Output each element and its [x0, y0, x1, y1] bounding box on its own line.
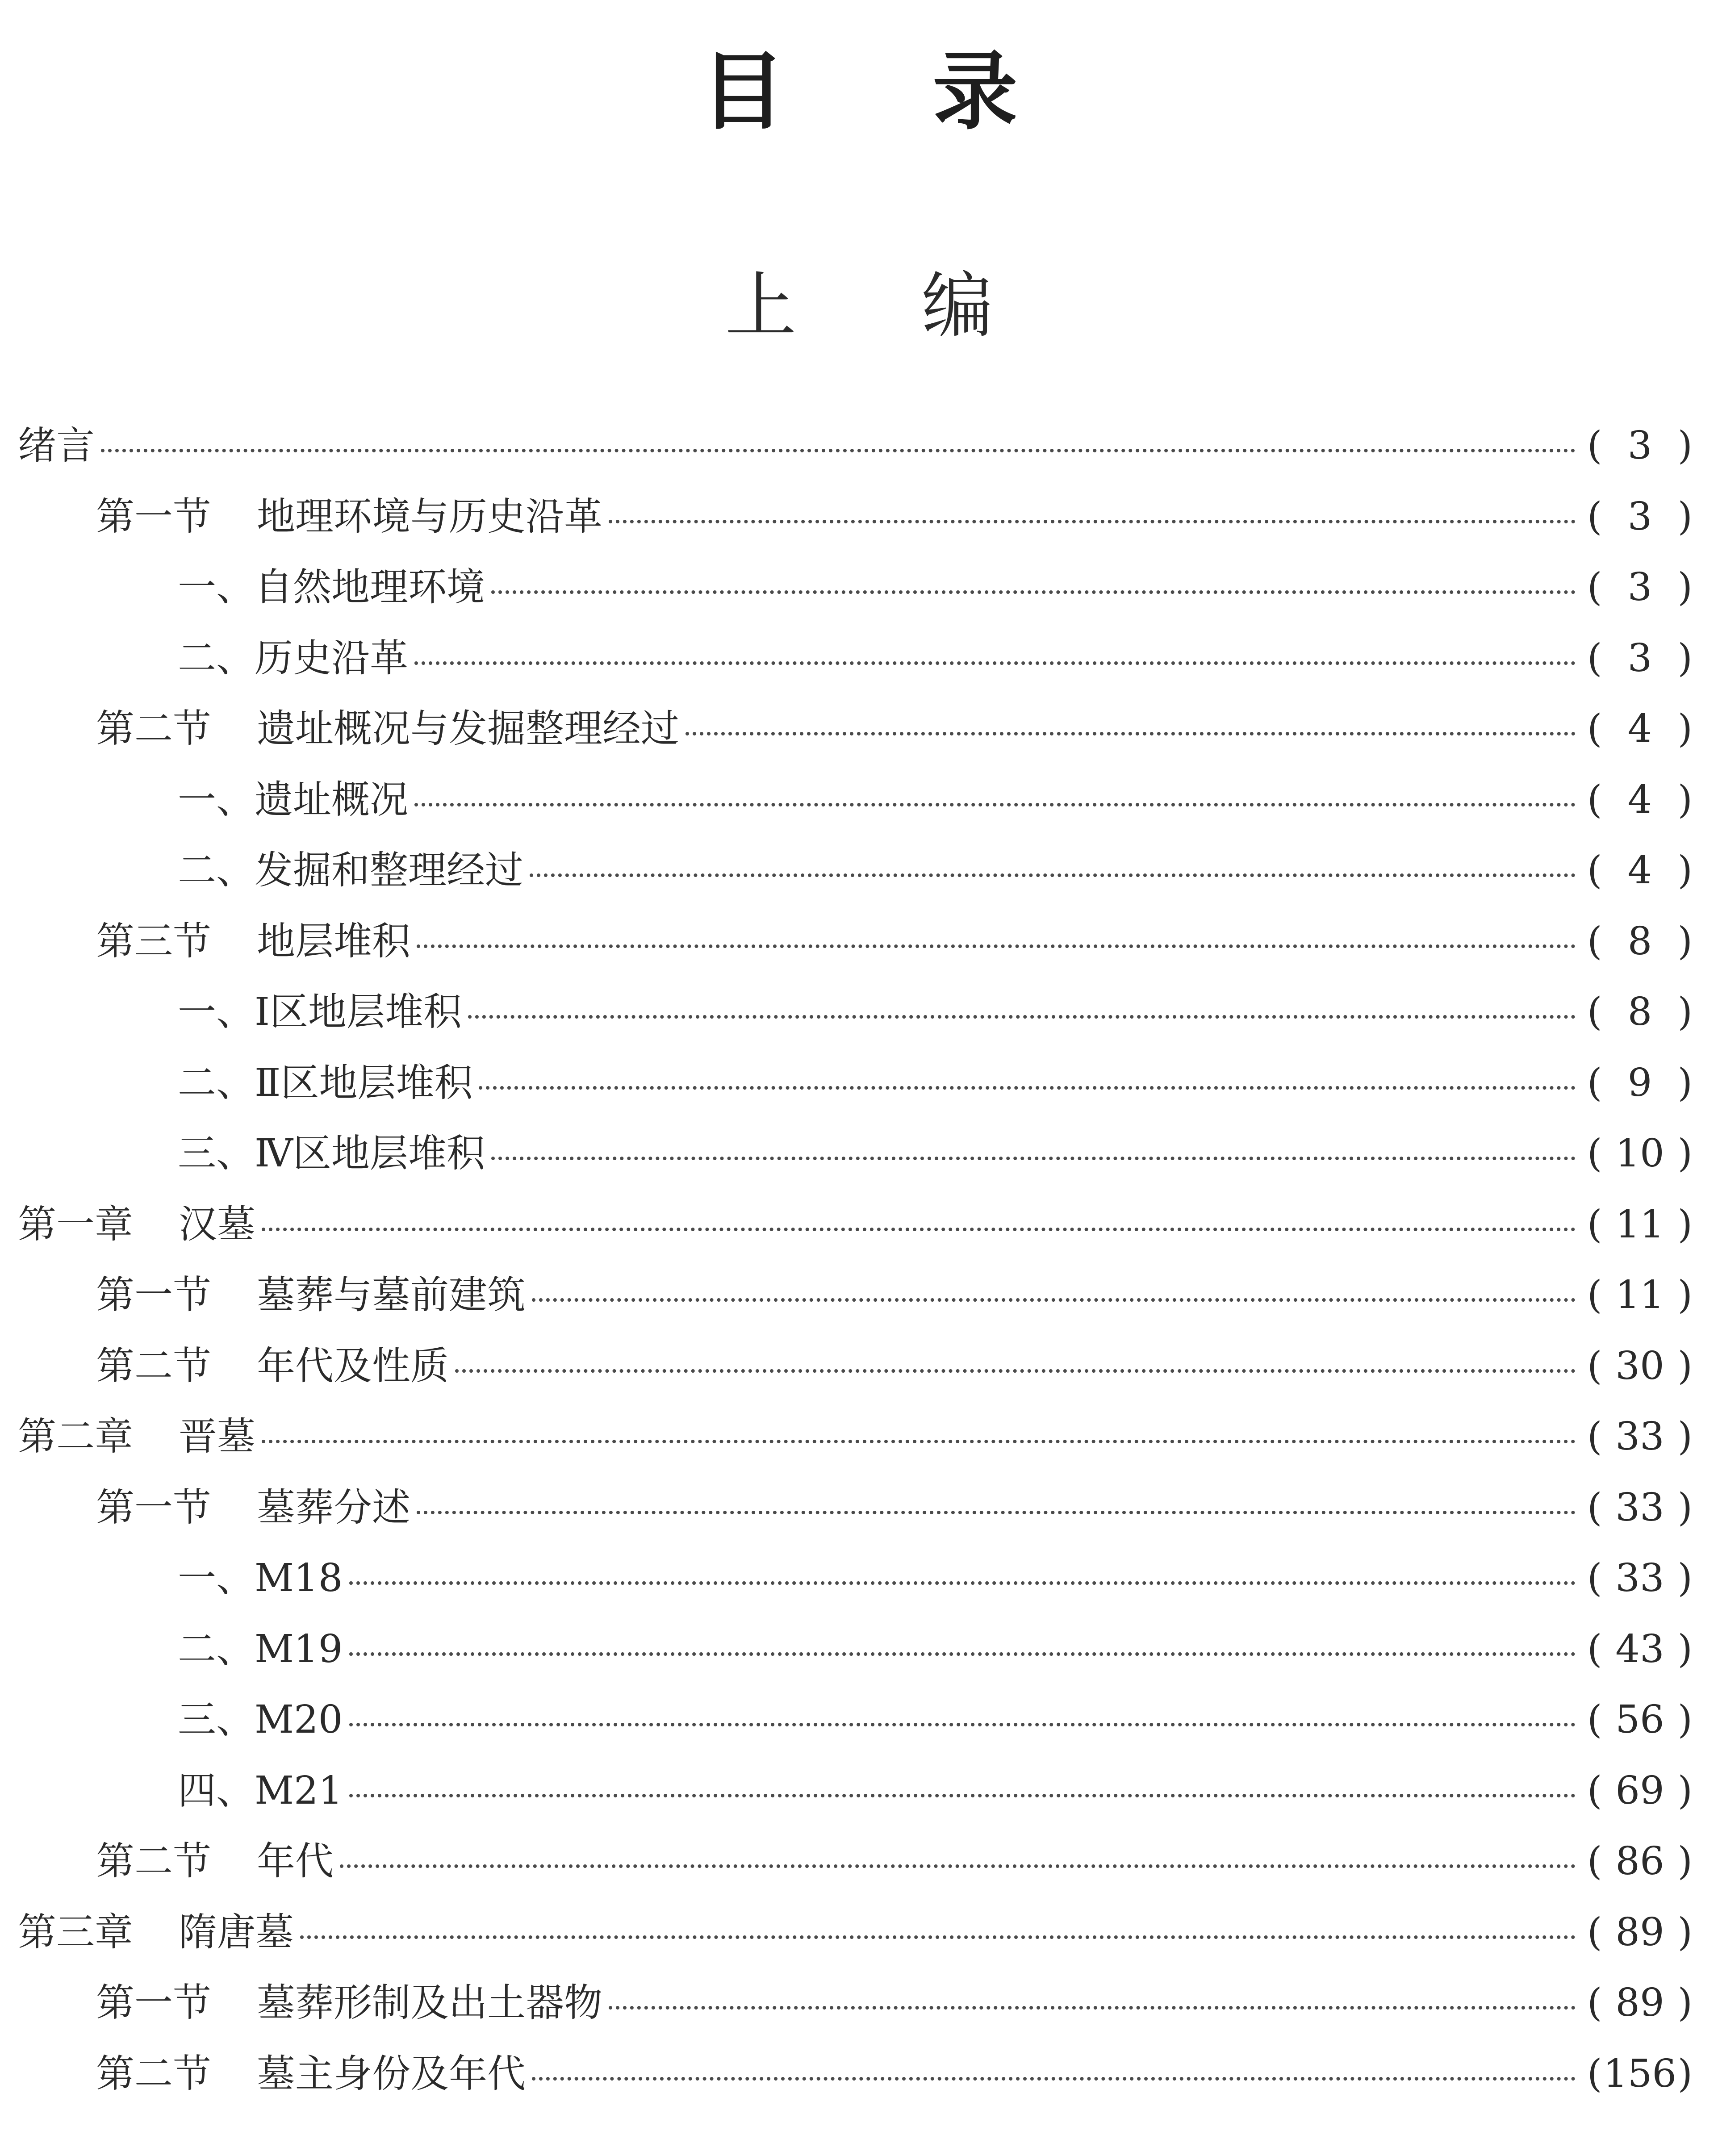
page-number-value: 30 [1615, 1343, 1664, 1388]
close-paren: ) [1677, 565, 1693, 610]
page-title [0, 42, 1718, 141]
toc-entry-title: 汉墓 [179, 1202, 255, 1247]
dot-leader [468, 1015, 1576, 1019]
page-number-value: 43 [1615, 1626, 1664, 1671]
toc-entry[interactable] [18, 1626, 1693, 1701]
toc-entry-number: 第二节 [96, 706, 211, 751]
toc-entry[interactable] [18, 919, 1693, 993]
toc-entry[interactable] [18, 565, 1693, 639]
open-paren: ( [1587, 1060, 1602, 1105]
open-paren: ( [1587, 777, 1602, 822]
toc-entry-page-number [1587, 1343, 1693, 1388]
toc-entry-title: 晋墓 [179, 1414, 255, 1459]
dot-leader [491, 1157, 1576, 1160]
part-title-char: 上 [725, 264, 922, 347]
toc-entry-page-number [1587, 1060, 1693, 1105]
toc-entry[interactable] [18, 1414, 1693, 1488]
page-number-value: 8 [1627, 919, 1652, 964]
toc-entry-title: 墓葬与墓前建筑 [257, 1273, 526, 1317]
toc-entry-number: 第一章 [18, 1202, 133, 1247]
toc-entry[interactable] [18, 1485, 1693, 1559]
open-paren: ( [1587, 848, 1602, 893]
toc-entry[interactable] [18, 2051, 1693, 2126]
toc-entry[interactable] [18, 706, 1693, 781]
close-paren: ) [1677, 2051, 1693, 2096]
toc-entry-label [18, 1909, 294, 1955]
page-number-value: 69 [1615, 1768, 1664, 1813]
toc-entry-label [96, 1273, 526, 1317]
toc-entry-page-number [1587, 1981, 1693, 2025]
toc-entry-label [96, 1839, 334, 1884]
toc-entry[interactable] [18, 1060, 1693, 1135]
page-number-value: 8 [1627, 990, 1652, 1034]
close-paren: ) [1677, 777, 1693, 822]
open-paren: ( [1587, 1414, 1602, 1459]
toc-entry[interactable] [18, 1202, 1693, 1276]
dot-leader [686, 732, 1576, 735]
toc-entry-page-number [1587, 1485, 1693, 1530]
page-number-value: 86 [1615, 1839, 1664, 1884]
toc-entry-title: 遗址概况 [255, 777, 408, 822]
toc-entry-title: M19 [255, 1626, 343, 1671]
page-number-value: 4 [1627, 777, 1652, 822]
toc-entry-number: 第一节 [96, 1273, 211, 1317]
toc-entry-number: 三、 [178, 1131, 255, 1176]
page-title-char: 目 [700, 42, 933, 141]
page-number-value: 89 [1615, 1909, 1664, 1955]
open-paren: ( [1587, 1202, 1602, 1247]
toc-entry-label [18, 1202, 255, 1247]
toc-entry[interactable] [18, 1556, 1693, 1630]
close-paren: ) [1677, 1273, 1693, 1317]
toc-entry-title: 历史沿革 [255, 635, 408, 681]
close-paren: ) [1677, 1768, 1693, 1813]
toc-entry-label [96, 494, 602, 539]
toc-entry-label [178, 1768, 343, 1813]
toc-entry-label [96, 1485, 410, 1530]
close-paren: ) [1677, 1909, 1693, 1955]
toc-entry-label [178, 990, 462, 1034]
toc-entry[interactable] [18, 1909, 1693, 1984]
open-paren: ( [1587, 1131, 1602, 1176]
close-paren: ) [1677, 494, 1693, 539]
dot-leader [349, 1794, 1576, 1797]
toc-entry-label [178, 1556, 343, 1600]
dot-leader [417, 1511, 1576, 1514]
close-paren: ) [1677, 1414, 1693, 1459]
toc-entry-page-number [1587, 1556, 1693, 1600]
toc-entry-title: 地理环境与历史沿革 [257, 494, 602, 539]
toc-entry-number: 一、 [178, 777, 255, 822]
open-paren: ( [1587, 1626, 1602, 1671]
dot-leader [609, 2006, 1576, 2010]
close-paren: ) [1677, 706, 1693, 751]
dot-leader [479, 1086, 1576, 1090]
open-paren: ( [1587, 990, 1602, 1034]
toc-entry-number: 第二节 [96, 2051, 211, 2096]
open-paren: ( [1587, 494, 1602, 539]
toc-entry-number: 第一节 [96, 1485, 211, 1530]
dot-leader [491, 590, 1576, 594]
close-paren: ) [1677, 1697, 1693, 1742]
toc-entry-number: 二、 [178, 1060, 255, 1105]
close-paren: ) [1677, 919, 1693, 964]
dot-leader [349, 1723, 1576, 1726]
toc-entry[interactable] [18, 1697, 1693, 1772]
close-paren: ) [1677, 1839, 1693, 1884]
table-of-contents [18, 423, 1693, 2125]
close-paren: ) [1677, 423, 1693, 468]
toc-entry[interactable] [18, 777, 1693, 852]
toc-entry-number: 一、 [178, 1556, 255, 1600]
page-number-value: 3 [1627, 565, 1652, 610]
toc-entry-label [178, 1626, 343, 1671]
page-number-value: 10 [1615, 1131, 1664, 1176]
close-paren: ) [1677, 1060, 1693, 1105]
page-number-value: 3 [1627, 494, 1652, 539]
toc-entry-number: 一、 [178, 990, 255, 1034]
toc-entry-title: 绪言 [18, 423, 95, 468]
dot-leader [532, 1298, 1576, 1302]
toc-entry-title: 年代及性质 [257, 1343, 449, 1388]
page-number-value: 11 [1615, 1202, 1664, 1247]
toc-entry-label [178, 848, 523, 893]
page-number-value: 33 [1615, 1485, 1664, 1530]
page-number-value: 156 [1603, 2051, 1677, 2096]
dot-leader [340, 1864, 1576, 1868]
open-paren: ( [1587, 1556, 1602, 1600]
dot-leader [455, 1369, 1576, 1373]
open-paren: ( [1587, 1343, 1602, 1388]
dot-leader [262, 1228, 1576, 1231]
toc-entry-label [178, 635, 408, 681]
toc-entry-label [178, 1060, 473, 1105]
page-number-value: 89 [1615, 1981, 1664, 2025]
page-title-char: 录 [932, 42, 1165, 141]
open-paren: ( [1587, 1697, 1602, 1742]
close-paren: ) [1677, 1626, 1693, 1671]
toc-entry-number: 第一节 [96, 494, 211, 539]
toc-entry-title: 墓主身份及年代 [257, 2051, 526, 2096]
page-number-value: 4 [1627, 706, 1652, 751]
open-paren: ( [1587, 635, 1602, 681]
toc-entry-label [96, 706, 679, 751]
toc-entry[interactable] [18, 423, 1693, 497]
toc-entry-page-number [1587, 1131, 1693, 1176]
open-paren: ( [1587, 1273, 1602, 1317]
toc-entry-label [178, 1131, 485, 1176]
toc-entry-page-number [1587, 494, 1693, 539]
close-paren: ) [1677, 1485, 1693, 1530]
dot-leader [101, 449, 1576, 452]
toc-entry-label [96, 1343, 449, 1388]
toc-entry-title: 地层堆积 [257, 919, 410, 964]
toc-entry-page-number [1587, 1768, 1693, 1813]
toc-entry-number: 一、 [178, 565, 255, 610]
page-number-value: 11 [1615, 1273, 1664, 1317]
toc-entry-page-number [1587, 1626, 1693, 1671]
toc-entry-title: Ⅳ区地层堆积 [255, 1131, 485, 1176]
dot-leader [349, 1652, 1576, 1656]
toc-entry-number: 第三章 [18, 1909, 133, 1955]
toc-entry-page-number [1587, 2051, 1693, 2096]
open-paren: ( [1587, 1839, 1602, 1884]
dot-leader [349, 1581, 1576, 1585]
toc-entry-page-number [1587, 1273, 1693, 1317]
toc-entry-number: 三、 [178, 1697, 255, 1742]
close-paren: ) [1677, 1343, 1693, 1388]
toc-entry-page-number [1587, 565, 1693, 610]
toc-entry-page-number [1587, 1909, 1693, 1955]
toc-entry-label [96, 1981, 602, 2025]
toc-entry-title: Ⅱ区地层堆积 [255, 1060, 473, 1105]
toc-entry-page-number [1587, 1839, 1693, 1884]
part-title [0, 264, 1718, 347]
toc-entry-title: 自然地理环境 [255, 565, 485, 610]
toc-entry[interactable] [18, 494, 1693, 568]
page-number-value: 56 [1615, 1697, 1664, 1742]
open-paren: ( [1587, 2051, 1602, 2096]
close-paren: ) [1677, 1131, 1693, 1176]
open-paren: ( [1587, 565, 1602, 610]
page-number-value: 33 [1615, 1414, 1664, 1459]
dot-leader [609, 520, 1576, 523]
close-paren: ) [1677, 1981, 1693, 2025]
close-paren: ) [1677, 1556, 1693, 1600]
toc-entry-page-number [1587, 1697, 1693, 1742]
toc-entry[interactable] [18, 990, 1693, 1064]
toc-entry-page-number [1587, 423, 1693, 468]
toc-entry-page-number [1587, 777, 1693, 822]
close-paren: ) [1677, 635, 1693, 681]
open-paren: ( [1587, 1485, 1602, 1530]
toc-entry-label [178, 777, 408, 822]
toc-entry-number: 第二节 [96, 1343, 211, 1388]
toc-entry-title: M21 [255, 1768, 343, 1813]
toc-entry-page-number [1587, 848, 1693, 893]
toc-entry[interactable] [18, 1768, 1693, 1843]
toc-entry-label [96, 2051, 526, 2096]
toc-entry-label [178, 1697, 343, 1742]
dot-leader [530, 873, 1576, 877]
page-number-value: 4 [1627, 848, 1652, 893]
toc-entry-number: 二、 [178, 848, 255, 893]
toc-entry-number: 第一节 [96, 1981, 211, 2025]
toc-entry-number: 四、 [178, 1768, 255, 1813]
toc-entry[interactable] [18, 1343, 1693, 1418]
toc-entry-number: 二、 [178, 1626, 255, 1671]
page-number-value: 9 [1627, 1060, 1652, 1105]
toc-entry-title: 年代 [257, 1839, 334, 1884]
open-paren: ( [1587, 706, 1602, 751]
open-paren: ( [1587, 1981, 1602, 2025]
toc-entry-page-number [1587, 990, 1693, 1034]
toc-entry[interactable] [18, 1273, 1693, 1347]
toc-entry-number: 第三节 [96, 919, 211, 964]
toc-entry-page-number [1587, 919, 1693, 964]
close-paren: ) [1677, 848, 1693, 893]
toc-entry-title: Ⅰ区地层堆积 [255, 990, 462, 1034]
toc-entry[interactable] [18, 1839, 1693, 1913]
toc-entry-label [96, 919, 410, 964]
dot-leader [414, 803, 1576, 806]
toc-entry-title: 墓葬分述 [257, 1485, 410, 1530]
toc-entry-title: 发掘和整理经过 [255, 848, 523, 893]
open-paren: ( [1587, 919, 1602, 964]
toc-entry-number: 第二章 [18, 1414, 133, 1459]
page-number-value: 3 [1627, 423, 1652, 468]
toc-entry-title: 墓葬形制及出土器物 [257, 1981, 602, 2025]
dot-leader [262, 1440, 1576, 1443]
dot-leader [417, 944, 1576, 948]
toc-entry-title: M18 [255, 1556, 343, 1600]
close-paren: ) [1677, 990, 1693, 1034]
toc-entry-title: 隋唐墓 [179, 1909, 294, 1955]
part-title-char: 编 [921, 264, 1118, 347]
toc-entry-page-number [1587, 1202, 1693, 1247]
open-paren: ( [1587, 1768, 1602, 1813]
dot-leader [414, 661, 1576, 665]
toc-entry-page-number [1587, 1414, 1693, 1459]
toc-entry-title: 遗址概况与发掘整理经过 [257, 706, 679, 751]
toc-entry-number: 第二节 [96, 1839, 211, 1884]
toc-entry-label [18, 1414, 255, 1459]
toc-entry-page-number [1587, 635, 1693, 681]
toc-entry-page-number [1587, 706, 1693, 751]
dot-leader [532, 2077, 1576, 2081]
toc-entry-number: 二、 [178, 635, 255, 681]
close-paren: ) [1677, 1202, 1693, 1247]
open-paren: ( [1587, 1909, 1602, 1955]
toc-entry[interactable] [18, 1981, 1693, 2055]
dot-leader [300, 1935, 1576, 1939]
page-number-value: 33 [1615, 1556, 1664, 1600]
toc-entry-title: M20 [255, 1697, 343, 1742]
page-number-value: 3 [1627, 635, 1652, 681]
toc-entry[interactable] [18, 1131, 1693, 1205]
toc-entry[interactable] [18, 848, 1693, 922]
toc-entry-label [18, 423, 95, 468]
toc-entry-label [178, 565, 485, 610]
open-paren: ( [1587, 423, 1602, 468]
toc-entry[interactable] [18, 635, 1693, 710]
